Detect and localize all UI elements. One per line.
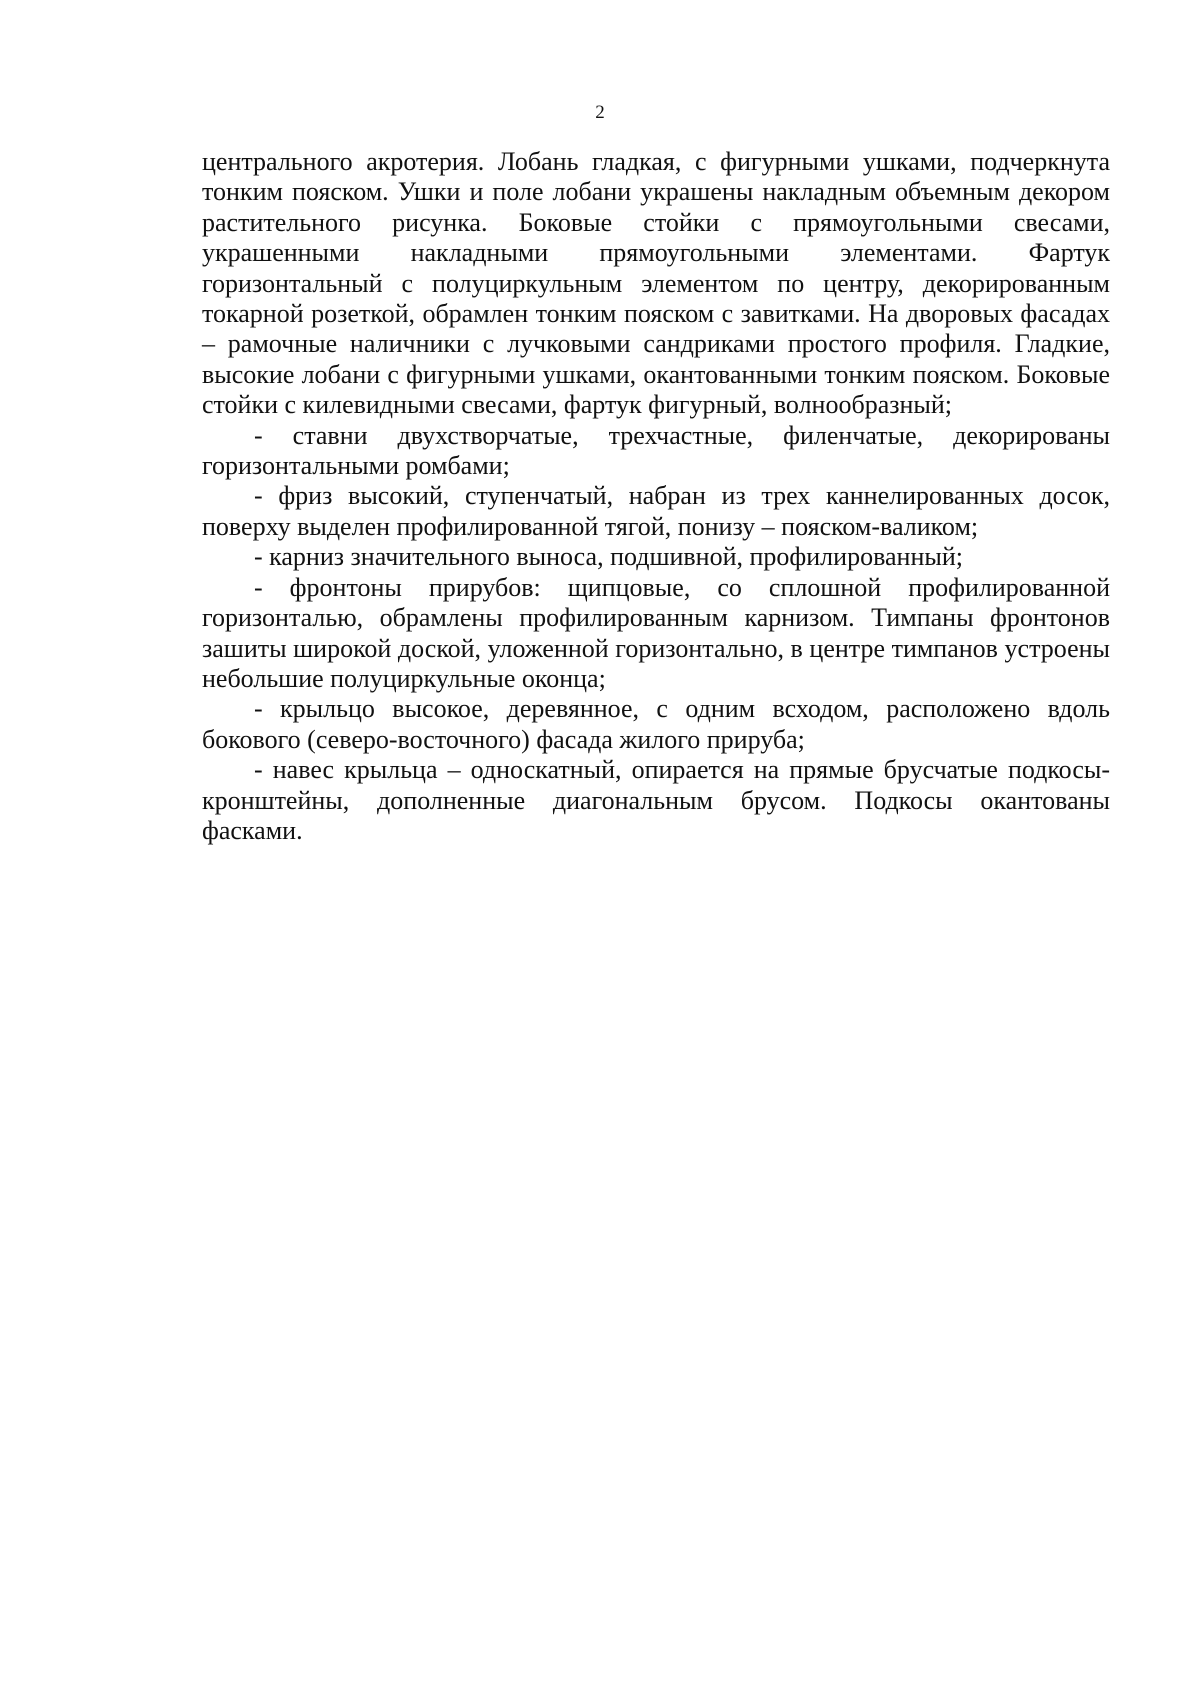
paragraph-continuation: центрального акротерия. Лобань гладкая, с фигурными ушками, подчеркнута тонким пояском. Ушки и поле лобани украшены накладным объемным декором растительного рисунка. Боковые стойки с прямоугольными свесами, украшенными накладными прямоугольными элементами. Фартук горизонтальный с полуциркульным элементом по центру, декорированным токарной розеткой, обрамлен тонким пояском с завитками. На дворовых фасадах – рамочные наличники с лучковыми сандриками простого профиля. Гладкие, высокие лобани с фигурными ушками, окантованными тонким пояском. Боковые стойки с килевидными свесами, фартук фигурный, волнообразный;: [202, 147, 1110, 420]
document-body: [202, 147, 1110, 846]
list-item-cornice: - карниз значительного выноса, подшивной, профилированный;: [254, 542, 963, 572]
list-item-shutters: - ставни двухстворчатые, трехчастные, филенчатые, декорированы горизонтальными ромбами;: [202, 420, 1110, 481]
list-item-porch: - крыльцо высокое, деревянное, с одним всходом, расположено вдоль бокового (северо-восточного) фасада жилого прируба;: [202, 694, 1110, 754]
page-number: 2: [595, 102, 605, 123]
list-item-pediments: - фронтоны прирубов: щипцовые, со сплошной профилированной горизонталью, обрамлены профилированным карнизом. Тимпаны фронтонов зашиты широкой доской, уложенной горизонтально, в центре тимпанов устроены небольшие полуциркульные оконца;: [202, 572, 1110, 693]
list-item-frieze: - фриз высокий, ступенчатый, набран из трех каннелированных досок, поверху выделен профилированной тягой, понизу – пояском-валиком;: [202, 481, 1110, 541]
list-item-porch-canopy: - навес крыльца – односкатный, опирается на прямые брусчатые подкосы-кронштейны, дополненные диагональным брусом. Подкосы окантованы фасками.: [202, 755, 1110, 845]
